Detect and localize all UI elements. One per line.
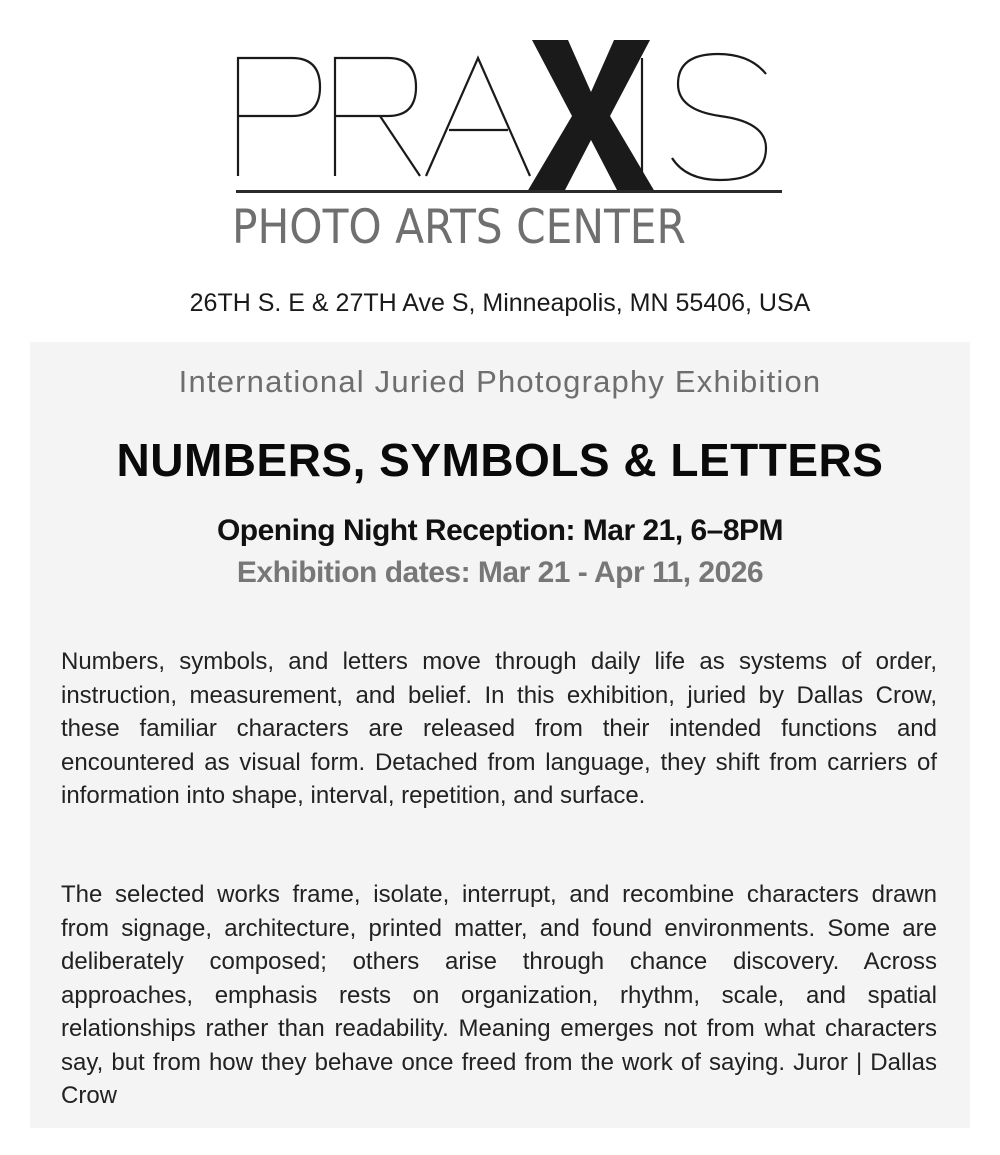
description-paragraph-1: Numbers, symbols, and letters move through daily life as systems of order, instruction, measurement, and belief. In this exhibition, juried by Dallas Crow, these familiar characters are released from their intended functions and encountered as visual form. Detached from language, they shift from carriers of information into shape, interval, repetition, and surface. [61, 648, 937, 809]
exhibition-dates: Exhibition dates: Mar 21 - Apr 11, 2026 [236, 556, 764, 589]
exhibition-title: NUMBERS, SYMBOLS & LETTERS [116, 434, 884, 486]
logo-wordmark [230, 40, 790, 192]
opening-reception: Opening Night Reception: Mar 21, 6–8PM [216, 514, 784, 547]
logo-divider [236, 190, 782, 193]
praxis-wordmark-graphic [230, 40, 790, 192]
exhibition-kicker: International Juried Photography Exhibition [178, 364, 822, 399]
exhibition-panel [30, 342, 970, 1128]
venue-address: 26TH S. E & 27TH Ave S, Minneapolis, MN 55406, USA [189, 289, 811, 317]
praxis-logo [0, 0, 1000, 260]
logo-subtitle: PHOTO ARTS CENTER [232, 200, 686, 255]
description-paragraph-2: The selected works frame, isolate, interrupt, and recombine characters drawn from signage, architecture, printed matter, and found environments. Some are deliberately composed; others arise through chance discovery. Across approaches, emphasis rests on organization, rhythm, scale, and spatial relationships rather than readability. Meaning emerges not from what characters say, but from how they behave once freed from the work of saying. Juror | Dallas Crow [61, 881, 937, 1109]
